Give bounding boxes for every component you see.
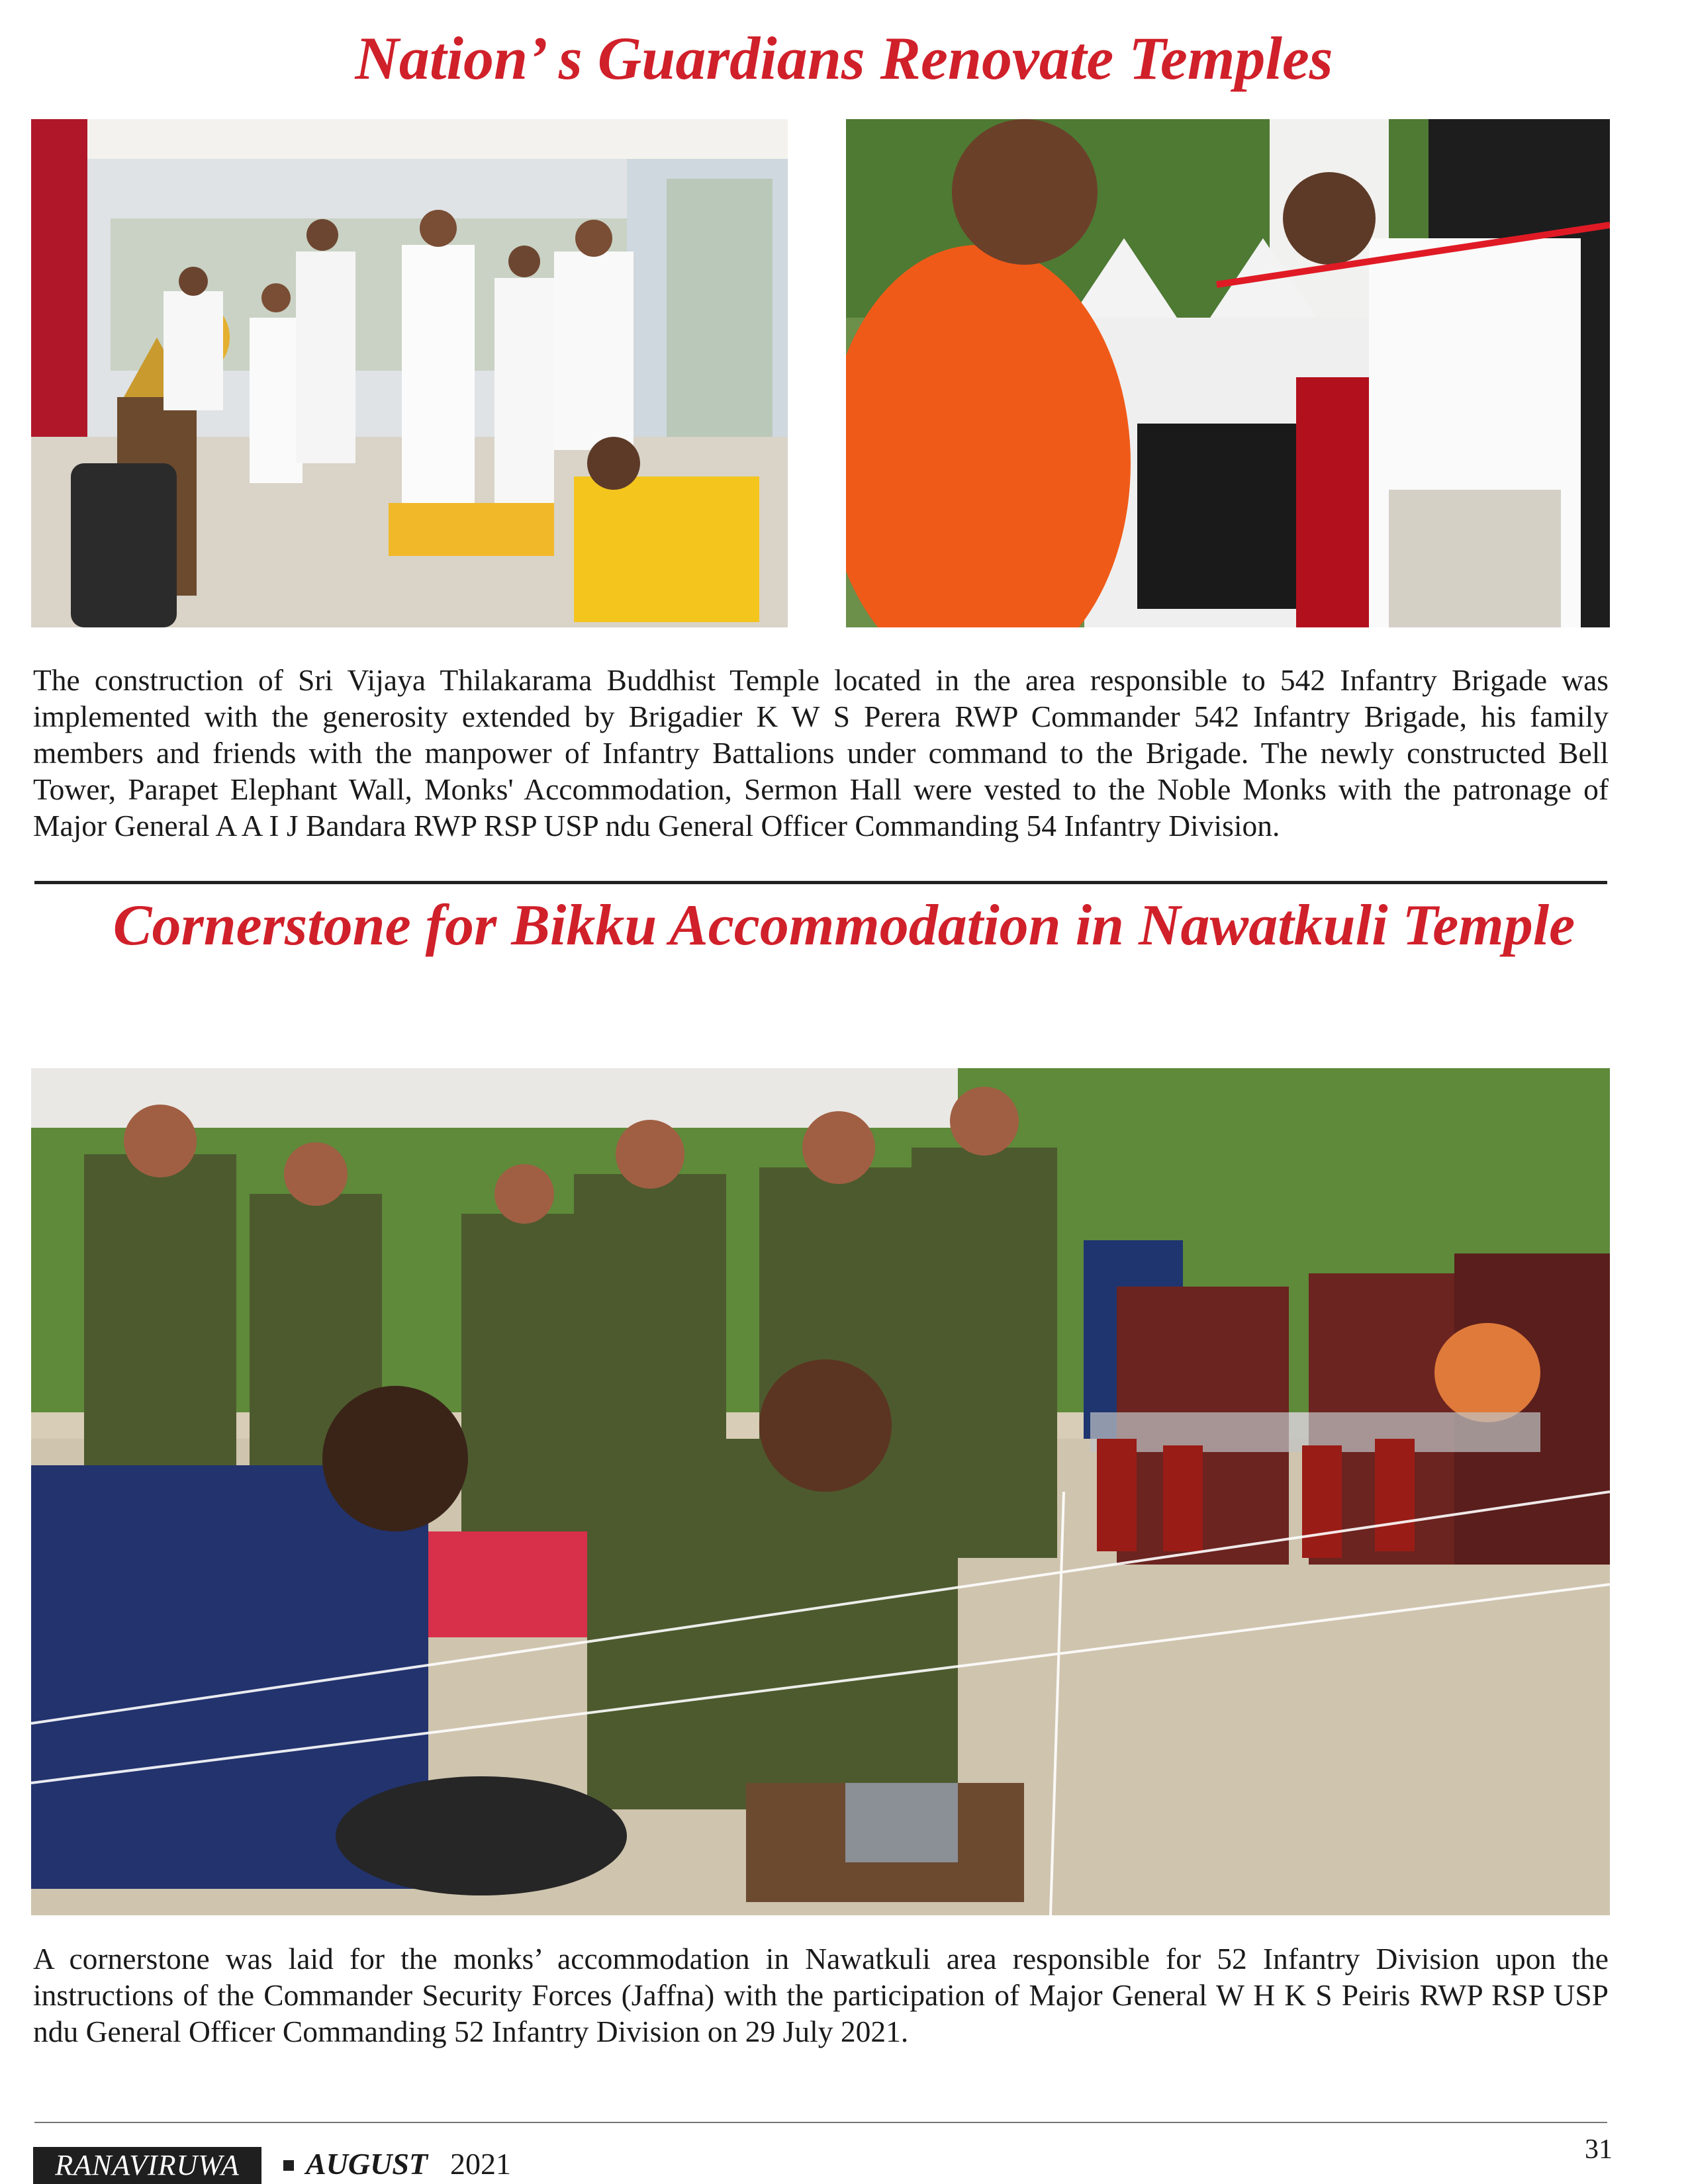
footer-bullet-icon — [283, 2160, 294, 2171]
photo-plaque-unveiling — [846, 119, 1610, 627]
photo-cornerstone-ceremony — [31, 1068, 1610, 1915]
article-2-title: Cornerstone for Bikku Accommodation in Nawatkuli Temple — [113, 893, 1575, 958]
section-divider — [34, 881, 1607, 884]
page-number: 31 — [1585, 2134, 1613, 2165]
issue-month: AUGUST — [306, 2147, 428, 2181]
photo-temple-offering — [31, 119, 788, 627]
article-2-caption: A cornerstone was laid for the monks’ accommodation in Nawatkuli area responsible for 52 Infantry Division upon the instructions of the Commander Security Forces (Jaffna) with the participation of Major General W H K S Peiris RWP RSP USP ndu General Officer Commanding 52 Infantry Division on 29 July 2021. — [33, 1942, 1609, 2048]
issue-year: 2021 — [450, 2147, 511, 2181]
magazine-name: RANAVIRUWA — [33, 2147, 261, 2184]
footer-rule — [34, 2122, 1607, 2123]
article-1-caption: The construction of Sri Vijaya Thilakarama Buddhist Temple located in the area responsible to 542 Infantry Brigade was implemented with the generosity extended by Brigadier K W S Perera RWP Commander 542 Infantry Brigade, his family members and friends with the manpower of Infantry Battalions under command to the Brigade. The newly constructed Bell Tower, Parapet Elephant Wall, Monks' Accommodation, Sermon Hall were vested to the Noble Monks with the patronage of Major General A A I J Bandara RWP RSP USP ndu General Officer Commanding 54 Infantry Division. — [33, 663, 1609, 842]
article-1-title: Nation’ s Guardians Renovate Temples — [355, 24, 1333, 92]
